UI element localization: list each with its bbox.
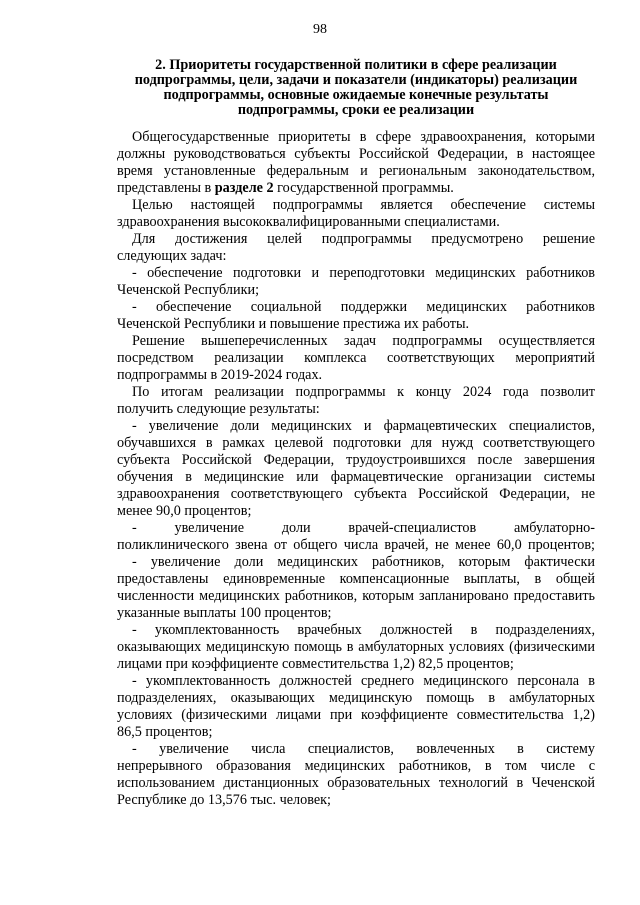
text-line: менее 90,0 процентов; [117, 503, 252, 519]
text-line: время установленные федеральным и региональным законодательством, [117, 163, 595, 179]
text-line: подпрограммы в 2019-2024 годах. [117, 367, 323, 383]
text-line: - укомплектованность должностей среднего медицинского персонала в [132, 673, 595, 689]
text-run: представлены в [117, 180, 215, 196]
text-line: - увеличение числа специалистов, вовлеченных в систему [132, 741, 595, 757]
text-line: Чеченской Республики и повышение престижа их работы. [117, 316, 470, 332]
text-line: использованием дистанционных образовательных технологий в Чеченской [117, 775, 595, 791]
text-line: Решение вышеперечисленных задач подпрограммы осуществляется [132, 333, 595, 349]
text-line: здравоохранения высококвалифицированными специалистами. [117, 214, 500, 230]
text-line: оказывающих медицинскую помощь в амбулаторных условиях (физическими [117, 639, 595, 655]
text-line: - укомплектованность врачебных должностей в подразделениях, [132, 622, 595, 638]
text-line: - увеличение доли медицинских работников, которым фактически [132, 554, 595, 570]
text-line: предоставлены единовременные компенсационные выплаты, в общей [117, 571, 595, 587]
text-line [117, 180, 595, 197]
text-line: подразделениях, оказывающих медицинскую помощь в амбулаторных [117, 690, 595, 706]
text-run: государственной программы. [273, 180, 454, 196]
text-line: Общегосударственные приоритеты в сфере здравоохранения, которыми [132, 129, 595, 145]
text-line: субъекта Российской Федерации, трудоустроившихся после завершения [117, 452, 595, 468]
text-line: - увеличение доли медицинских и фармацевтических специалистов, [132, 418, 595, 434]
text-line: Целью настоящей подпрограммы является обеспечение системы [132, 197, 595, 213]
section-reference: разделе 2 [214, 180, 274, 196]
text-line: Для достижения целей подпрограммы предусмотрено решение [132, 231, 595, 247]
heading-line: подпрограммы, сроки ее реализации [237, 102, 475, 118]
text-line: Республике до 13,576 тыс. человек; [117, 792, 331, 808]
text-line: указанные выплаты 100 процентов; [117, 605, 332, 621]
text-line: лицами при коэффициенте совместительства 1,2) 82,5 процентов; [117, 656, 514, 672]
text-line: - обеспечение социальной поддержки медицинских работников [132, 299, 595, 315]
text-line: обучения в медицинские или фармацевтические организации системы [117, 469, 595, 485]
text-line: численности медицинских работников, которым запланировано предоставить [117, 588, 595, 604]
text-line: получить следующие результаты: [117, 401, 320, 417]
text-line: По итогам реализации подпрограммы к концу 2024 года позволит [132, 384, 595, 400]
text-line: поликлинического звена от общего числа врачей, не менее 60,0 процентов; [117, 537, 595, 553]
heading-line: подпрограммы, основные ожидаемые конечные результаты [163, 87, 549, 103]
text-line: 86,5 процентов; [117, 724, 213, 740]
text-line: здравоохранения соответствующего субъекта Российской Федерации, не [117, 486, 595, 502]
text-line: - увеличение доли врачей-специалистов амбулаторно- [132, 520, 595, 536]
text-line: обучавшихся в рамках целевой подготовки для нужд соответствующего [117, 435, 595, 451]
page-number: 98 [313, 22, 327, 37]
text-line: посредством реализации комплекса соответствующих мероприятий [117, 350, 595, 366]
heading-line: 2. Приоритеты государственной политики в сфере реализации [155, 57, 557, 73]
text-line: следующих задач: [117, 248, 227, 264]
text-line: Чеченской Республики; [117, 282, 260, 298]
text-line: - обеспечение подготовки и переподготовки медицинских работников [132, 265, 595, 281]
heading-line: подпрограммы, цели, задачи и показатели (индикаторы) реализации [134, 72, 578, 88]
text-line: непрерывного образования медицинских работников, в том числе с [117, 758, 595, 774]
text-line: условиях (физическими лицами при коэффициенте совместительства 1,2) [117, 707, 595, 723]
text-line: должны руководствоваться субъекты Российской Федерации, в настоящее [117, 146, 595, 162]
